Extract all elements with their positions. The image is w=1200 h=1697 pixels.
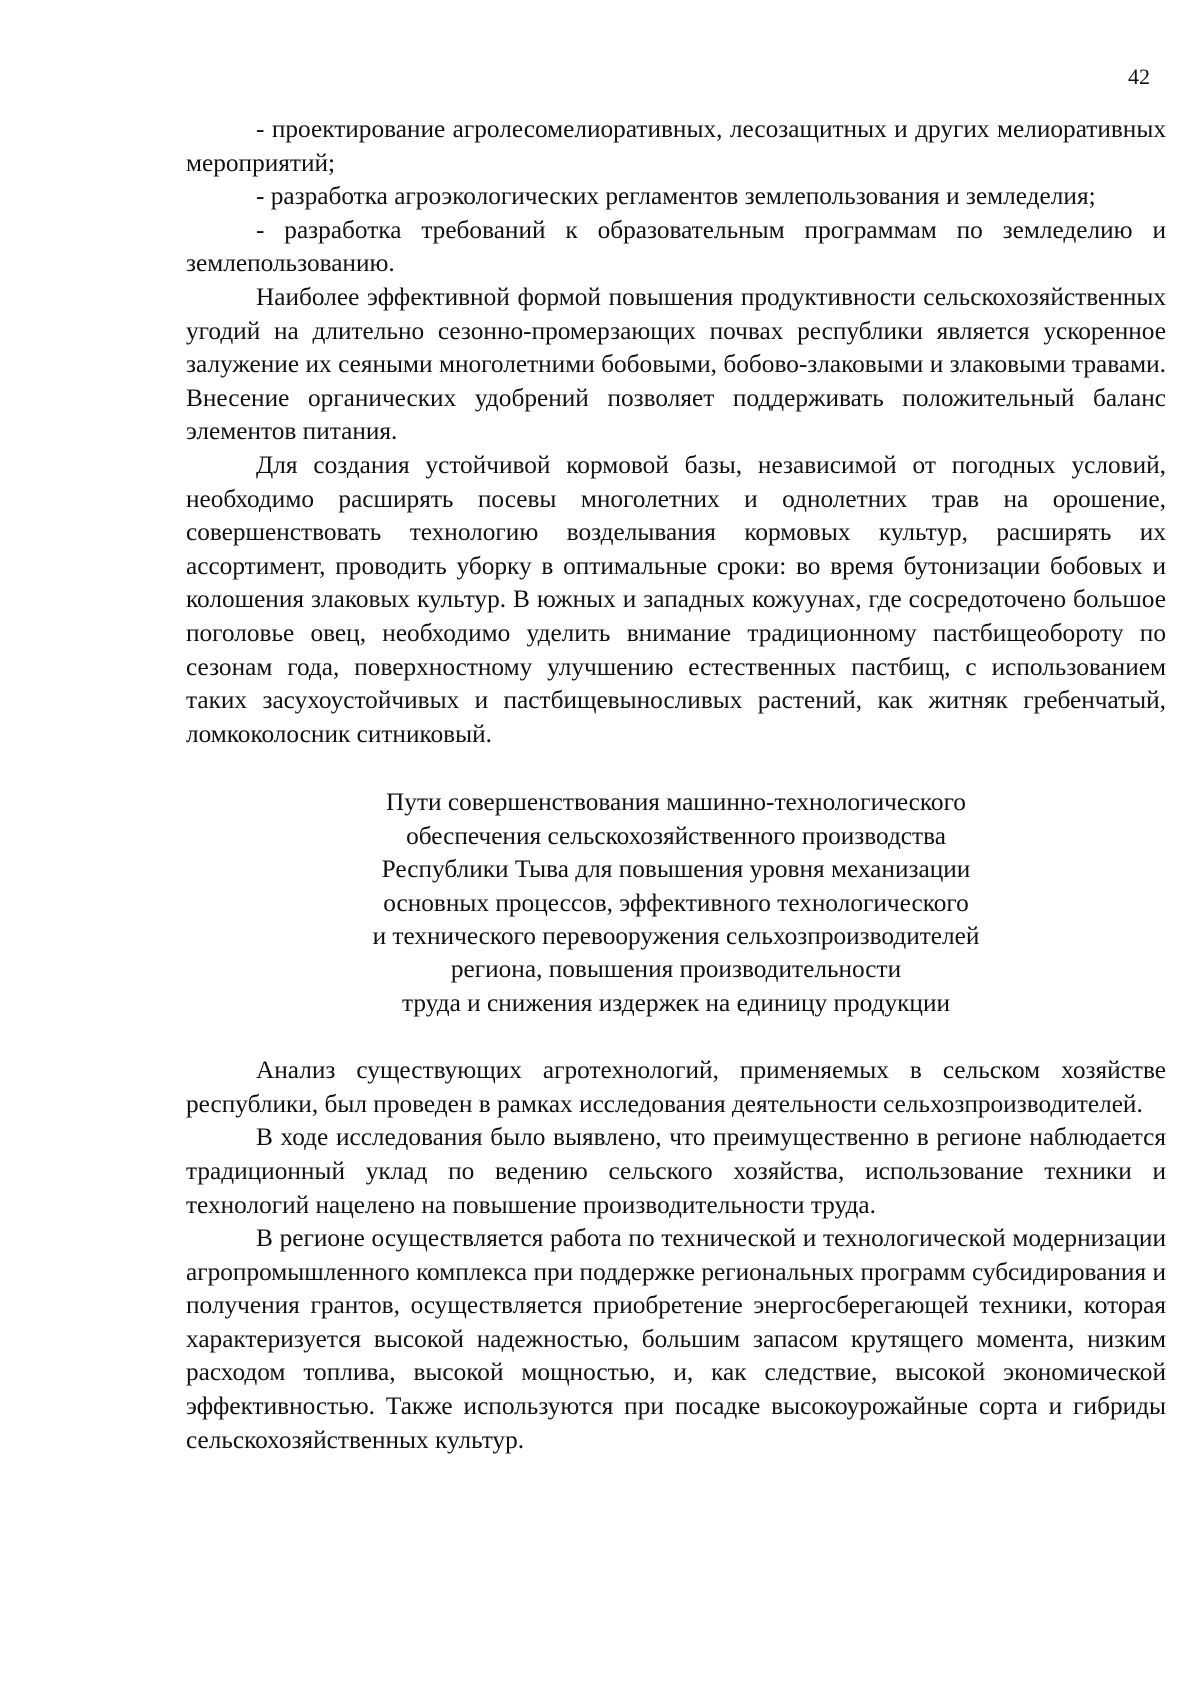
section-heading-line: основных процессов, эффективного технологического xyxy=(383,888,969,917)
paragraph-agrotech-analysis: Анализ существующих агротехнологий, применяемых в сельском хозяйстве республики, был проведен в рамках исследования деятельности сельхозпроизводителей. xyxy=(186,1056,1166,1118)
paragraph-bullet-1: - проектирование агролесомелиоративных, лесозащитных и других мелиоративных мероприятий; xyxy=(186,115,1166,177)
document-body xyxy=(186,113,1166,1457)
section-heading-line: обеспечения сельскохозяйственного производства xyxy=(406,821,946,850)
section-heading-line: и технического перевооружения сельхозпроизводителей xyxy=(372,921,980,950)
section-heading-line: региона, повышения производительности xyxy=(450,955,902,984)
paragraph-fodder-base: Для создания устойчивой кормовой базы, независимой от погодных условий, необходимо расширять посевы многолетних и однолетних трав на орошение, совершенствовать технологию возделывания кормовых культур, расширять их ассортимент, проводить уборку в оптимальные сроки: во время бутонизации бобовых и колошения злаковых культур. В южных и западных кожуунах, где сосредоточено большое поголовье овец, необходимо уделить внимание традиционному пастбищеобороту по сезонам года, поверхностному улучшению естественных пастбищ, с использованием таких засухоустойчивых и пастбищевыносливых растений, как житняк гребенчатый, ломкоколосник ситниковый. xyxy=(186,450,1166,748)
paragraph-bullet-2: - разработка агроэкологических регламентов землепользования и земледелия; xyxy=(256,182,1096,211)
section-heading-line: Пути совершенствования машинно-технологического xyxy=(386,788,966,817)
paragraph-modernization: В регионе осуществляется работа по технической и технологической модернизации агропромышленного комплекса при поддержке региональных программ субсидирования и получения грантов, осуществляется приобретение энергосберегающей техники, которая характеризуется высокой надежностью, большим запасом крутящего момента, низким расходом топлива, высокой мощностью, и, как следствие, высокой экономической эффективностью. Также используются при посадке высокоурожайные сорта и гибриды сельскохозяйственных культур. xyxy=(186,1224,1166,1454)
section-heading-line: Республики Тыва для повышения уровня механизации xyxy=(381,855,971,884)
paragraph-research-findings: В ходе исследования было выявлено, что преимущественно в регионе наблюдается традиционный уклад по ведению сельского хозяйства, использование техники и технологий нацелено на повышение производительности труда. xyxy=(186,1123,1166,1219)
section-heading-line: труда и снижения издержек на единицу продукции xyxy=(401,988,951,1017)
section-heading xyxy=(186,786,1166,1020)
paragraph-pasture-productivity: Наиболее эффективной формой повышения продуктивности сельскохозяйственных угодий на длительно сезонно-промерзающих почвах республики является ускоренное залужение их сеяными многолетними бобовыми, бобово-злаковыми и злаковыми травами. Внесение органических удобрений позволяет поддерживать положительный баланс элементов питания. xyxy=(186,282,1166,446)
paragraph-bullet-3: - разработка требований к образовательным программам по земледелию и землепользованию. xyxy=(186,215,1166,278)
page-number: 42 xyxy=(1128,64,1150,89)
